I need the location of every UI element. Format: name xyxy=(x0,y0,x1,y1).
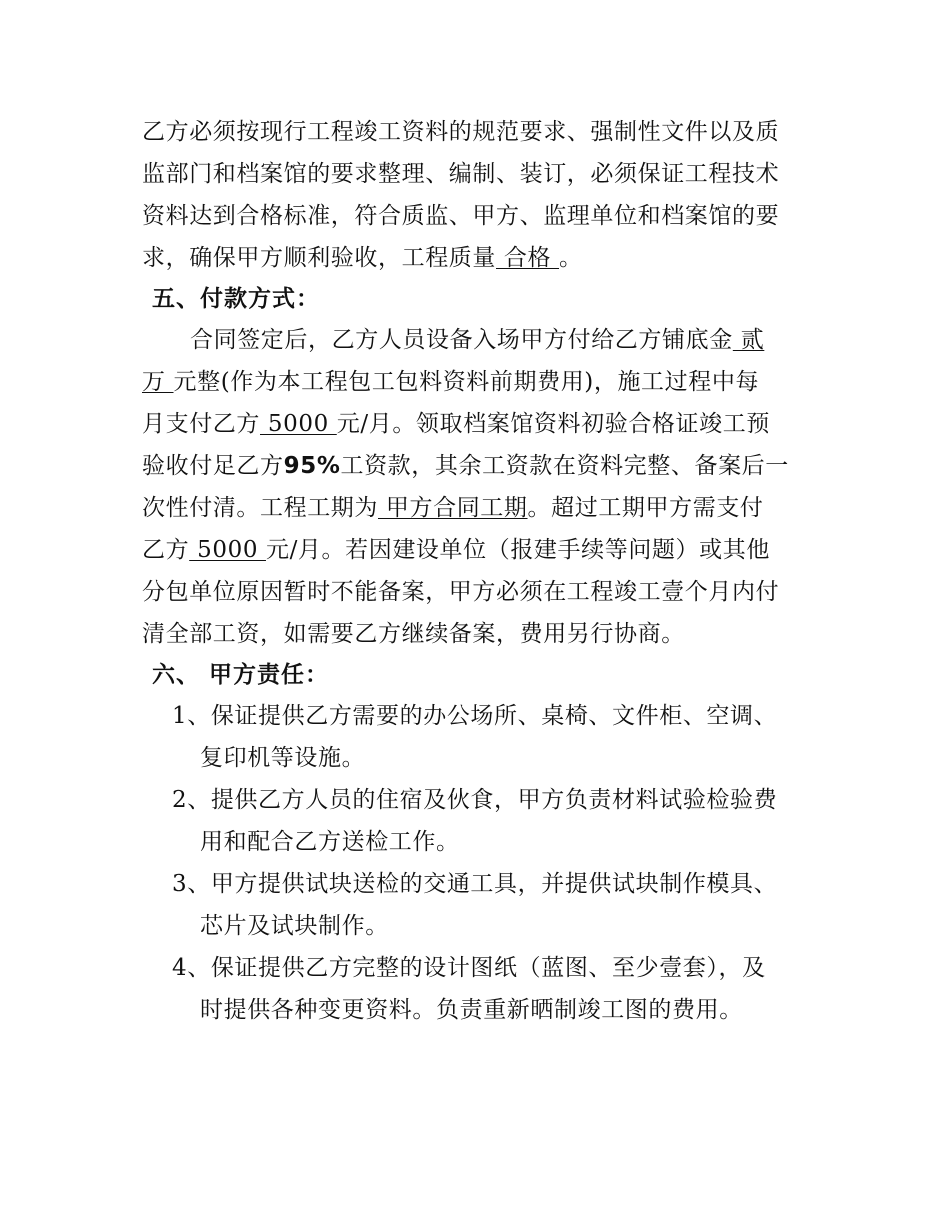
deposit-amount-part2: 万 xyxy=(142,369,174,395)
text: 。超过工期甲方需支付 xyxy=(527,495,764,521)
text: 合同签定后，乙方人员设备入场甲方付给乙方铺底金 xyxy=(190,327,733,353)
text: 芯片及试块制作。 xyxy=(200,913,389,939)
section5-line-1 xyxy=(190,325,764,355)
section-5-heading xyxy=(152,284,320,314)
text: 月支付乙方 xyxy=(142,411,260,437)
section5-line-2 xyxy=(142,367,759,397)
para1-line-1 xyxy=(142,117,779,147)
deposit-amount-part1: 贰 xyxy=(732,327,765,353)
text: 乙方 xyxy=(142,537,190,563)
schedule-value: 甲方合同工期 xyxy=(378,495,528,521)
text: 复印机等设施。 xyxy=(200,745,366,771)
text: 资料达到合格标准，符合质监、甲方、监理单位和档案馆的要 xyxy=(142,203,780,229)
text: 元整(作为本工程包工包料资料前期费用)，施工过程中每 xyxy=(173,369,760,395)
list-item-1-line-1 xyxy=(172,701,777,731)
text: 分包单位原因暂时不能备案，甲方必须在工程竣工壹个月内付 xyxy=(142,579,780,605)
list-item-2-line-2 xyxy=(200,827,460,857)
para1-line-4 xyxy=(142,243,583,273)
text: 求，确保甲方顺利验收，工程质量 xyxy=(142,245,496,271)
list-item-4-line-2 xyxy=(200,995,743,1025)
text: 3、甲方提供试块送检的交通工具，并提供试块制作模具、 xyxy=(172,871,778,897)
para1-line-3 xyxy=(142,201,779,231)
text: 元/月。若因建设单位（报建手续等问题）或其他 xyxy=(265,537,770,563)
section5-line-3 xyxy=(142,409,770,439)
section5-line-5 xyxy=(142,493,764,523)
text: 监部门和档案馆的要求整理、编制、装订，必须保证工程技术 xyxy=(142,161,780,187)
section5-line-4 xyxy=(142,451,789,481)
text: 乙方必须按现行工程竣工资料的规范要求、强制性文件以及质 xyxy=(142,119,780,145)
list-item-4-line-1 xyxy=(172,953,766,983)
list-item-3-line-1 xyxy=(172,869,777,899)
heading-text: 五、付款方式： xyxy=(152,286,320,312)
para1-line-2 xyxy=(142,159,779,189)
quality-value: 合格 xyxy=(496,245,560,271)
section5-line-8 xyxy=(142,619,685,649)
text: 。 xyxy=(559,245,583,271)
text: 4、保证提供乙方完整的设计图纸（蓝图、至少壹套），及 xyxy=(172,955,766,981)
heading-text: 六、 甲方责任： xyxy=(152,662,330,688)
list-item-2-line-1 xyxy=(172,785,777,815)
text: 验收付足乙方 xyxy=(142,453,284,479)
text: 时提供各种变更资料。负责重新晒制竣工图的费用。 xyxy=(200,997,743,1023)
monthly-payment: 5000 xyxy=(260,411,337,437)
section-6-heading xyxy=(152,660,329,690)
list-item-1-line-2 xyxy=(200,743,365,773)
text: 2、提供乙方人员的住宿及伙食，甲方负责材料试验检验费 xyxy=(172,787,778,813)
list-item-3-line-2 xyxy=(200,911,389,941)
section5-line-6 xyxy=(142,535,770,565)
text: 工资款，其余工资款在资料完整、备案后一 xyxy=(340,453,789,479)
percent-value: 95% xyxy=(283,453,341,479)
text: 次性付清。工程工期为 xyxy=(142,495,378,521)
overtime-payment: 5000 xyxy=(189,537,266,563)
text: 用和配合乙方送检工作。 xyxy=(200,829,460,855)
text: 元/月。领取档案馆资料初验合格证竣工预 xyxy=(336,411,770,437)
section5-line-7 xyxy=(142,577,779,607)
text: 1、保证提供乙方需要的办公场所、桌椅、文件柜、空调、 xyxy=(172,703,778,729)
text: 清全部工资，如需要乙方继续备案，费用另行协商。 xyxy=(142,621,685,647)
